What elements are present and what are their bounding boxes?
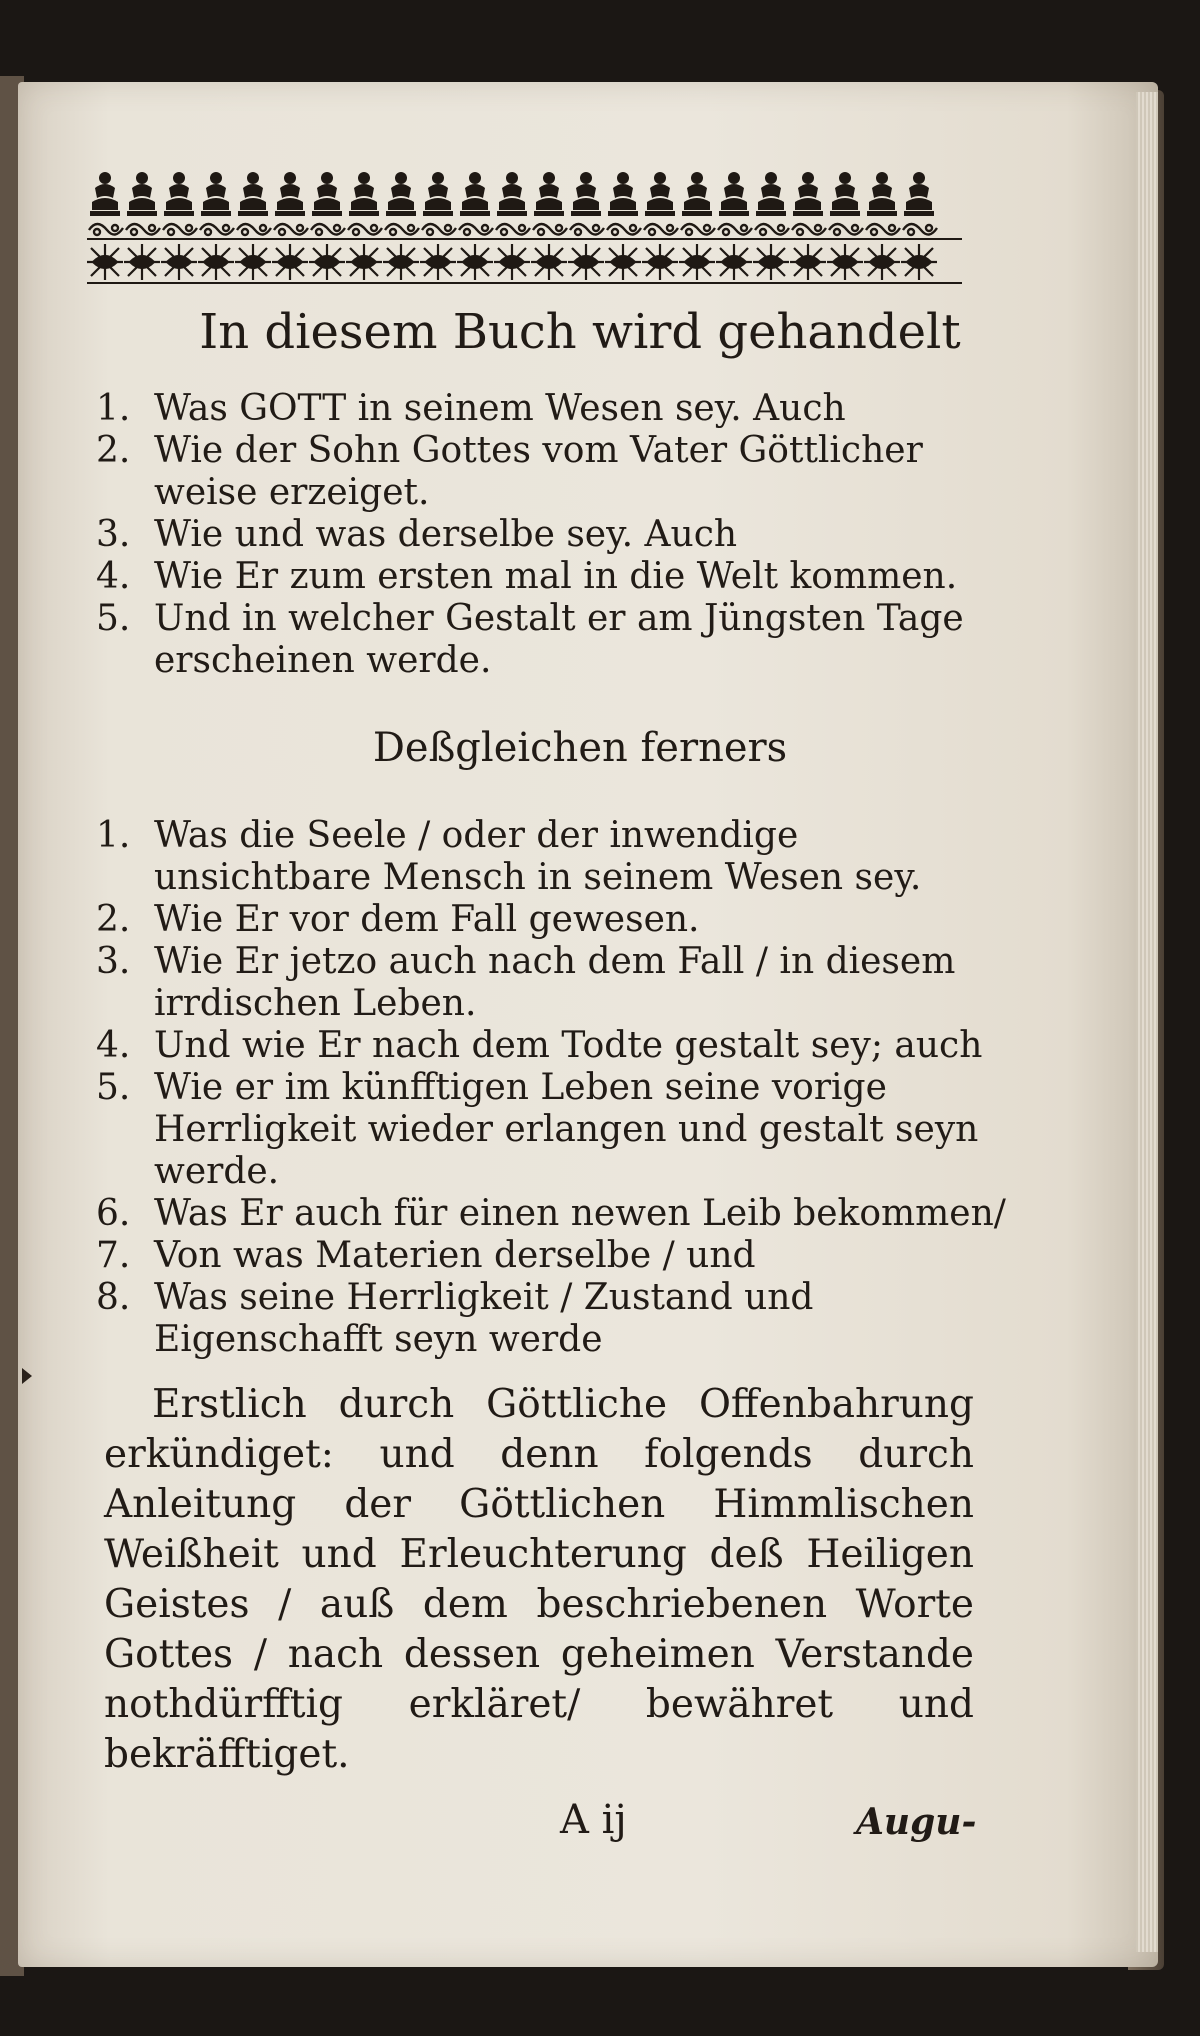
page-edge	[1136, 92, 1158, 1952]
signature-mark: A ij	[560, 1797, 627, 1843]
item-number: 4.	[96, 556, 131, 597]
margin-mark	[22, 1368, 32, 1384]
list-item	[96, 598, 1014, 682]
list-item	[96, 1277, 1014, 1361]
decorative-headpiece-ornament	[87, 170, 962, 285]
item-text: Wie Er vor dem Fall gewesen.	[154, 899, 700, 940]
item-text: Was seine Herrligkeit / Zustand und Eigenschafft seyn werde	[154, 1277, 814, 1360]
item-number: 7.	[96, 1235, 131, 1276]
topic-list-god	[96, 388, 1014, 682]
item-text: Was GOTT in seinem Wesen sey. Auch	[154, 388, 846, 429]
item-number: 2.	[96, 430, 131, 471]
item-text: Und in welcher Gestalt er am Jüngsten Tage erscheinen werde.	[154, 598, 964, 681]
list-item	[96, 1067, 1014, 1193]
item-number: 4.	[96, 1025, 131, 1066]
item-text: Wie der Sohn Gottes vom Vater Göttlicher weise erzeiget.	[154, 430, 923, 513]
list-item	[96, 1235, 1014, 1277]
item-number: 1.	[96, 815, 131, 856]
item-text: Wie er im künfftigen Leben seine vorige Herrligkeit wieder erlangen und gestalt seyn werde.	[154, 1067, 979, 1192]
item-text: Von was Materien derselbe / und	[154, 1235, 756, 1276]
item-text: Was Er auch für einen newen Leib bekommen/	[154, 1193, 1006, 1234]
body-paragraph: Erstlich durch Göttliche Offenbahrung erkündiget: und denn folgends durch Anleitung der Göttlichen Himmlischen Weißheit und Erleuchterung deß Heiligen Geistes / auß dem beschriebenen Worte Gottes / nach dessen geheimen Verstande nothdürfftig erkläret/ bewähret und bekräfftiget.	[104, 1382, 974, 1777]
list-item	[96, 514, 1014, 556]
list-item	[96, 556, 1014, 598]
topic-list-soul	[96, 815, 1014, 1361]
page-heading: In diesem Buch wird gehandelt	[199, 304, 961, 360]
list-item	[96, 388, 1014, 430]
item-number: 5.	[96, 1067, 131, 1108]
item-number: 3.	[96, 514, 131, 555]
item-number: 1.	[96, 388, 131, 429]
list-item	[96, 815, 1014, 899]
section-subheading: Deßgleichen ferners	[372, 725, 788, 771]
item-number: 3.	[96, 941, 131, 982]
item-text: Wie und was derselbe sey. Auch	[154, 514, 738, 555]
item-text: Und wie Er nach dem Todte gestalt sey; auch	[154, 1025, 983, 1066]
item-text: Wie Er zum ersten mal in die Welt kommen.	[154, 556, 958, 597]
list-item	[96, 1193, 1014, 1235]
list-item	[96, 941, 1014, 1025]
item-number: 8.	[96, 1277, 131, 1318]
item-text: Wie Er jetzo auch nach dem Fall / in diesem irrdischen Leben.	[154, 941, 956, 1024]
item-text: Was die Seele / oder der inwendige unsichtbare Mensch in seinem Wesen sey.	[154, 815, 922, 898]
item-number: 5.	[96, 598, 131, 639]
item-number: 6.	[96, 1193, 131, 1234]
list-item	[96, 899, 1014, 941]
list-item	[96, 430, 1014, 514]
catchword: Augu-	[856, 1801, 977, 1843]
item-number: 2.	[96, 899, 131, 940]
list-item	[96, 1025, 1014, 1067]
